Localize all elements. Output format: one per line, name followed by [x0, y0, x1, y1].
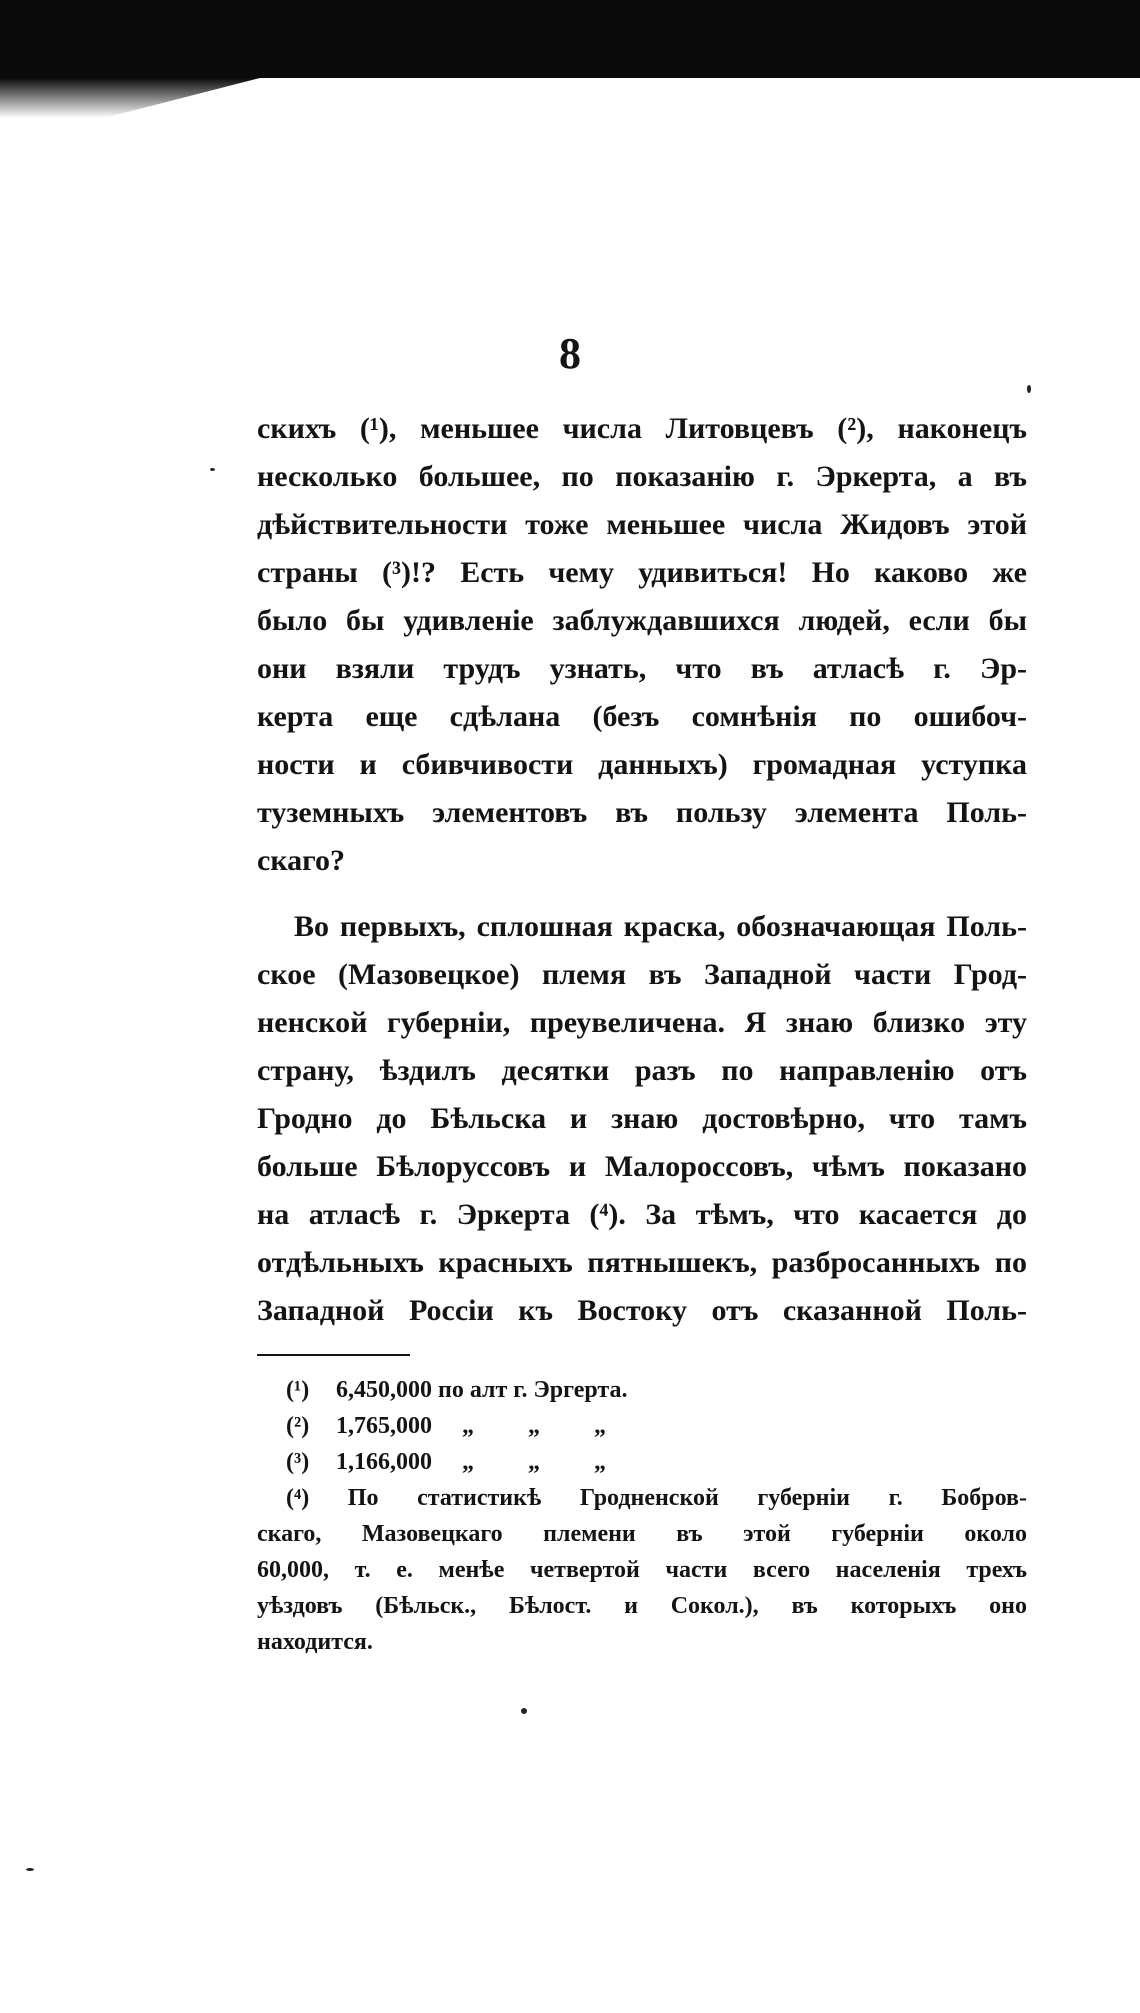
footnote-4-line: скаго, Мазовецкаго племени въ этой губерніи около: [257, 1521, 1027, 1547]
footnotes: [257, 1372, 1027, 1660]
ditto-mark: „: [528, 1449, 540, 1475]
text-line: Гродно до Бѣльска и знаю достовѣрно, что тамъ: [257, 1102, 1027, 1135]
text-line: больше Бѣлоруссовъ и Малороссовъ, чѣмъ показано: [257, 1150, 1027, 1183]
footnote-3: [257, 1444, 1027, 1480]
scan-speck: [1027, 385, 1031, 393]
scan-speck: [521, 1708, 527, 1714]
footnote-4-line: уѣздовъ (Бѣльск., Бѣлост. и Сокол.), въ которыхъ оно: [257, 1593, 1027, 1619]
footnote-1: [257, 1372, 1027, 1408]
text-line: скаго?: [257, 844, 346, 877]
text-line: Во первыхъ, сплошная краска, обозначающая Поль-: [294, 910, 1027, 943]
paragraph-gap: [257, 885, 1027, 903]
ditto-mark: „: [462, 1449, 474, 1475]
text-line: страну, ѣздилъ десятки разъ по направленію отъ: [257, 1054, 1027, 1087]
footnote-rule: [257, 1354, 410, 1356]
text-line: отдѣльныхъ красныхъ пятнышекъ, разбросанныхъ по: [257, 1246, 1027, 1279]
footnote-4-line: 60,000, т. е. менѣе четвертой части всего населенія трехъ: [257, 1557, 1027, 1583]
ditto-mark: „: [528, 1413, 540, 1439]
text-line: ское (Мазовецкое) племя въ Западной части Грод-: [257, 958, 1027, 991]
scan-edge-shadow: [0, 78, 260, 118]
ditto-mark: „: [594, 1449, 606, 1475]
footnote-mark: (²): [286, 1413, 310, 1439]
footnote-text: 1,765,000: [336, 1413, 432, 1439]
page-number: 8: [559, 329, 581, 378]
text-line: ности и сбивчивости данныхъ) громадная уступка: [257, 748, 1027, 781]
footnote-4-line: (⁴) По статистикѣ Гродненской губерніи г. Бобров-: [286, 1485, 1027, 1511]
text-line: было бы удивленіе заблуждавшихся людей, если бы: [257, 604, 1027, 637]
body-text: [257, 405, 1027, 1335]
footnote-text: 6,450,000 по алт г. Эргерта.: [336, 1377, 628, 1403]
text-line: они взяли трудъ узнать, что въ атласѣ г. Эр-: [257, 652, 1027, 685]
text-line: несколько большее, по показанію г. Эркерта, а въ: [257, 460, 1027, 493]
scan-dark-edge: [0, 0, 1140, 78]
scan-speck: [26, 1868, 34, 1871]
text-line: Западной Россіи къ Востоку отъ сказанной Поль-: [257, 1294, 1027, 1327]
footnote-2: [257, 1408, 1027, 1444]
scan-speck: [210, 468, 215, 471]
text-line: дѣйствительности тоже меньшее числа Жидовъ этой: [257, 508, 1027, 541]
text-line: скихъ (¹), меньшее числа Литовцевъ (²), наконецъ: [257, 412, 1027, 445]
ditto-mark: „: [462, 1413, 474, 1439]
text-line: керта еще сдѣлана (безъ сомнѣнія по ошибоч-: [257, 700, 1027, 733]
ditto-mark: „: [594, 1413, 606, 1439]
text-line: туземныхъ элементовъ въ пользу элемента Поль-: [257, 796, 1027, 829]
text-line: страны (³)!? Есть чему удивиться! Но каково же: [257, 556, 1027, 589]
footnote-mark: (¹): [286, 1377, 310, 1403]
footnote-4-line: находится.: [257, 1629, 373, 1655]
footnote-mark: (³): [286, 1449, 310, 1475]
text-line: на атласѣ г. Эркерта (⁴). За тѣмъ, что касается до: [257, 1198, 1027, 1231]
text-line: ненской губерніи, преувеличена. Я знаю близко эту: [257, 1006, 1027, 1039]
footnote-text: 1,166,000: [336, 1449, 432, 1475]
